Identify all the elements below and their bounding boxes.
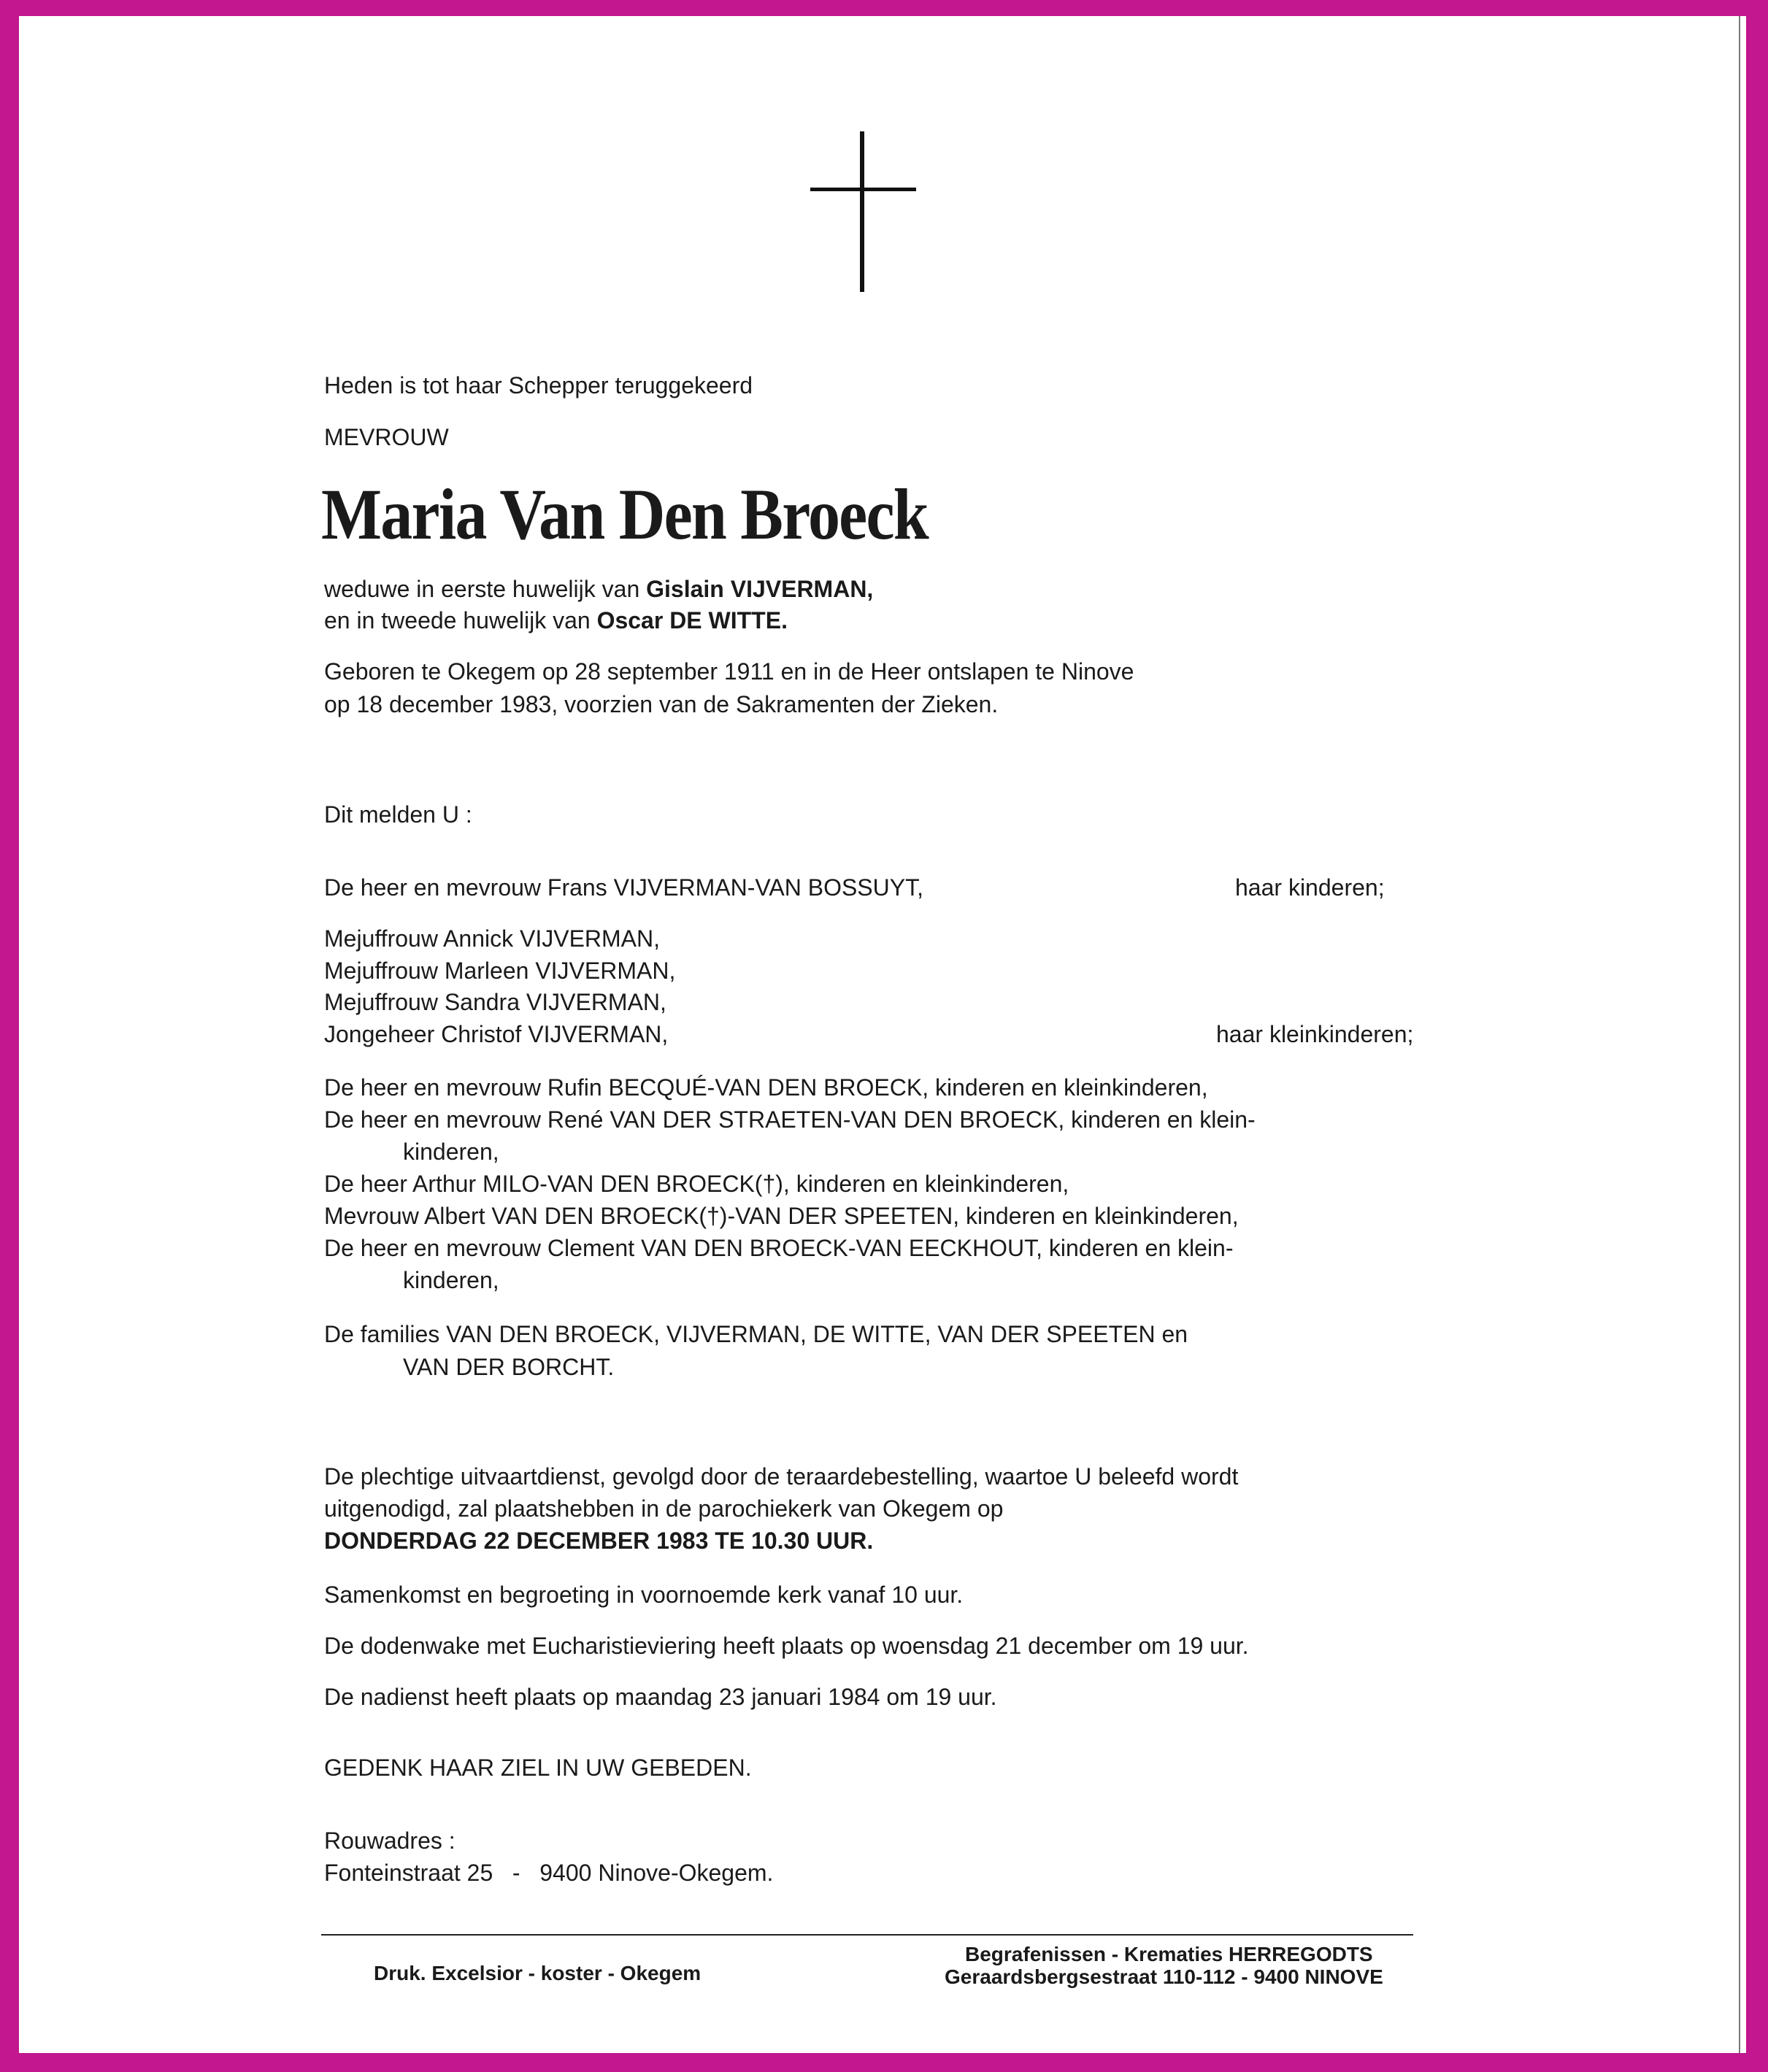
service-date: DONDERDAG 22 DECEMBER 1983 TE 10.30 UUR. [324,1528,874,1554]
relative-line-4: De heer Arthur MILO-VAN DEN BROECK(†), kinderen en kleinkinderen, [324,1171,1069,1197]
after-service-text: De nadienst heeft plaats op maandag 23 januari 1984 om 19 uur. [324,1684,997,1710]
address-text: Fonteinstraat 25 - 9400 Ninove-Okegem. [324,1860,774,1886]
service-line-1: De plechtige uitvaartdienst, gevolgd door de teraardebestelling, waartoe U beleefd wordt [324,1463,1239,1490]
wake-text: De dodenwake met Eucharistieviering heeft plaats op woensdag 21 december om 19 uur. [324,1633,1249,1659]
announce-text: Dit melden U : [324,801,472,828]
funeral-home-line-1: Begrafenissen - Krematies HERREGODTS [965,1943,1373,1965]
grandchildren-relation: haar kleinkinderen; [1216,1021,1414,1047]
relative-line-6: De heer en mevrouw Clement VAN DEN BROECK-VAN EECKHOUT, kinderen en klein- [324,1235,1234,1261]
funeral-home-line-2: Geraardsbergsestraat 110-112 - 9400 NINOVE [945,1965,1383,1988]
children-name: De heer en mevrouw Frans VIJVERMAN-VAN BOSSUYT, [324,874,923,901]
relative-line-7: kinderen, [403,1267,499,1293]
birth-death-line-2: op 18 december 1983, voorzien van de Sakramenten der Zieken. [324,691,999,717]
address-label: Rouwadres : [324,1828,456,1854]
grandchild-2: Mejuffrouw Marleen VIJVERMAN, [324,958,676,984]
marriage-line-1: weduwe in eerste huwelijk van Gislain VIJVERMAN, [324,576,874,602]
relative-line-5: Mevrouw Albert VAN DEN BROECK(†)-VAN DER SPEETEN, kinderen en kleinkinderen, [324,1203,1239,1229]
grandchild-4: Jongeheer Christof VIJVERMAN, [324,1021,669,1047]
cross-icon [810,131,916,292]
deceased-name: Maria Van Den Broeck [321,474,928,555]
service-line-2: uitgenodigd, zal plaatshebben in de parochiekerk van Okegem op [324,1495,1004,1522]
title-text: MEVROUW [324,424,449,450]
grandchild-1: Mejuffrouw Annick VIJVERMAN, [324,925,661,952]
families-line-1: De families VAN DEN BROECK, VIJVERMAN, DE WITTE, VAN DER SPEETEN en [324,1321,1188,1347]
birth-death-line-1: Geboren te Okegem op 28 september 1911 en in de Heer ontslapen te Ninove [324,658,1134,685]
footer-divider [321,1934,1413,1936]
prayer-text: GEDENK HAAR ZIEL IN UW GEBEDEN. [324,1755,752,1781]
grandchild-3: Mejuffrouw Sandra VIJVERMAN, [324,989,666,1015]
relative-line-2: De heer en mevrouw René VAN DER STRAETEN-VAN DEN BROECK, kinderen en klein- [324,1106,1256,1133]
printer-text: Druk. Excelsior - koster - Okegem [374,1962,702,1984]
children-relation: haar kinderen; [1235,874,1385,901]
meeting-text: Samenkomst en begroeting in voornoemde kerk vanaf 10 uur. [324,1582,964,1608]
relative-line-1: De heer en mevrouw Rufin BECQUÉ-VAN DEN BROECK, kinderen en kleinkinderen, [324,1074,1208,1101]
marriage-line-2: en in tweede huwelijk van Oscar DE WITTE. [324,607,788,633]
families-line-2: VAN DER BORCHT. [403,1354,615,1380]
intro-text: Heden is tot haar Schepper teruggekeerd [324,372,753,398]
relative-line-3: kinderen, [403,1139,499,1165]
